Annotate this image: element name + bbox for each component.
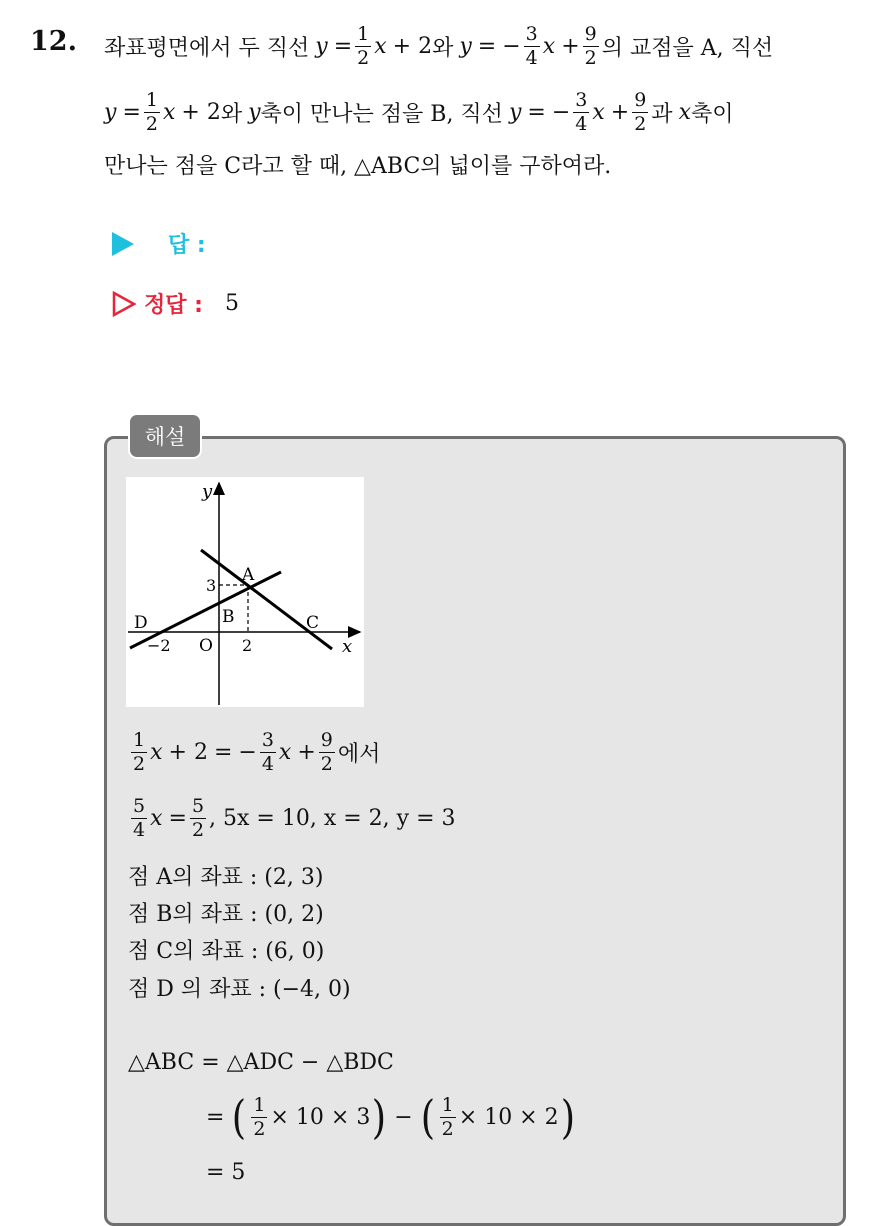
coord-c: 점 C의 좌표 : (6, 0) <box>128 939 325 964</box>
question-line-1: 좌표평면에서 두 직선 y = $\frac{1}{2}$ x + 2 와 y = − $\frac{3}{4}$ x + $\frac{9}{2}$ 의 교점을 A, 직선 <box>104 22 774 69</box>
origin-label: O <box>199 636 213 656</box>
fraction-three-quarters-2: $\frac{3}{4}$ <box>575 88 588 135</box>
fraction-nine-halves: $\frac{9}{2}$ <box>584 22 597 69</box>
area-line-2: = ( $\frac{1}{2}$ × 10 × 3 ) − ( $\frac{1}{2}$ × 10 × 2 ) <box>206 1090 575 1144</box>
x-axis-label: x <box>342 636 353 657</box>
coord-a: 점 A의 좌표 : (2, 3) <box>128 865 324 890</box>
solution-equation-2: $\frac{5}{4}$ x = $\frac{5}{2}$ , 5x = 10, x = 2, y = 3 <box>133 794 456 841</box>
outline-arrow-icon <box>112 291 136 317</box>
correct-answer-value: 5 <box>224 291 239 316</box>
question-intro: 좌표평면에서 두 직선 <box>104 35 310 61</box>
fraction-three-quarters: $\frac{3}{4}$ <box>525 22 538 69</box>
area-line-1: △ABC = △ADC − △BDC <box>128 1050 394 1075</box>
solution-equation-1: $\frac{1}{2}$ x + 2 = − $\frac{3}{4}$ x + $\frac{9}{2}$ 에서 <box>133 728 381 775</box>
fraction-one-half-2: $\frac{1}{2}$ <box>145 88 158 135</box>
play-arrow-icon <box>112 232 134 256</box>
solution-tag: 해설 <box>128 413 202 459</box>
point-c-label: C <box>306 613 320 633</box>
fraction-one-half: $\frac{1}{2}$ <box>357 22 370 69</box>
area-result: = 5 <box>206 1160 246 1185</box>
question-line-2: y = $\frac{1}{2}$ x + 2 와 y 축이 만나는 점을 B, 직선 y = − $\frac{3}{4}$ x + $\frac{9}{2}$ 과 x 축이 <box>104 88 734 135</box>
coordinate-graph <box>126 477 364 707</box>
coord-b: 점 B의 좌표 : (0, 2) <box>128 902 324 927</box>
correct-answer-row <box>112 288 239 319</box>
point-b-label: B <box>222 607 235 627</box>
question-line-3: 만나는 점을 C라고 할 때, △ABC의 넓이를 구하여라. <box>104 153 612 179</box>
point-d-label: D <box>134 613 148 633</box>
y-axis-label: y <box>202 481 213 502</box>
answer-blank-row <box>112 228 206 259</box>
question-number: 12. <box>30 26 77 57</box>
answer-label: 답 : <box>168 233 206 258</box>
tick-3: 3 <box>206 576 217 595</box>
coord-d: 점 D 의 좌표 : (−4, 0) <box>128 977 351 1002</box>
tick-2: 2 <box>242 636 253 655</box>
correct-answer-label: 정답 : <box>144 293 203 318</box>
point-a-label: A <box>242 565 255 585</box>
fraction-nine-halves-2: $\frac{9}{2}$ <box>634 88 647 135</box>
line-2 <box>201 550 332 649</box>
tick-neg2: −2 <box>147 636 171 655</box>
